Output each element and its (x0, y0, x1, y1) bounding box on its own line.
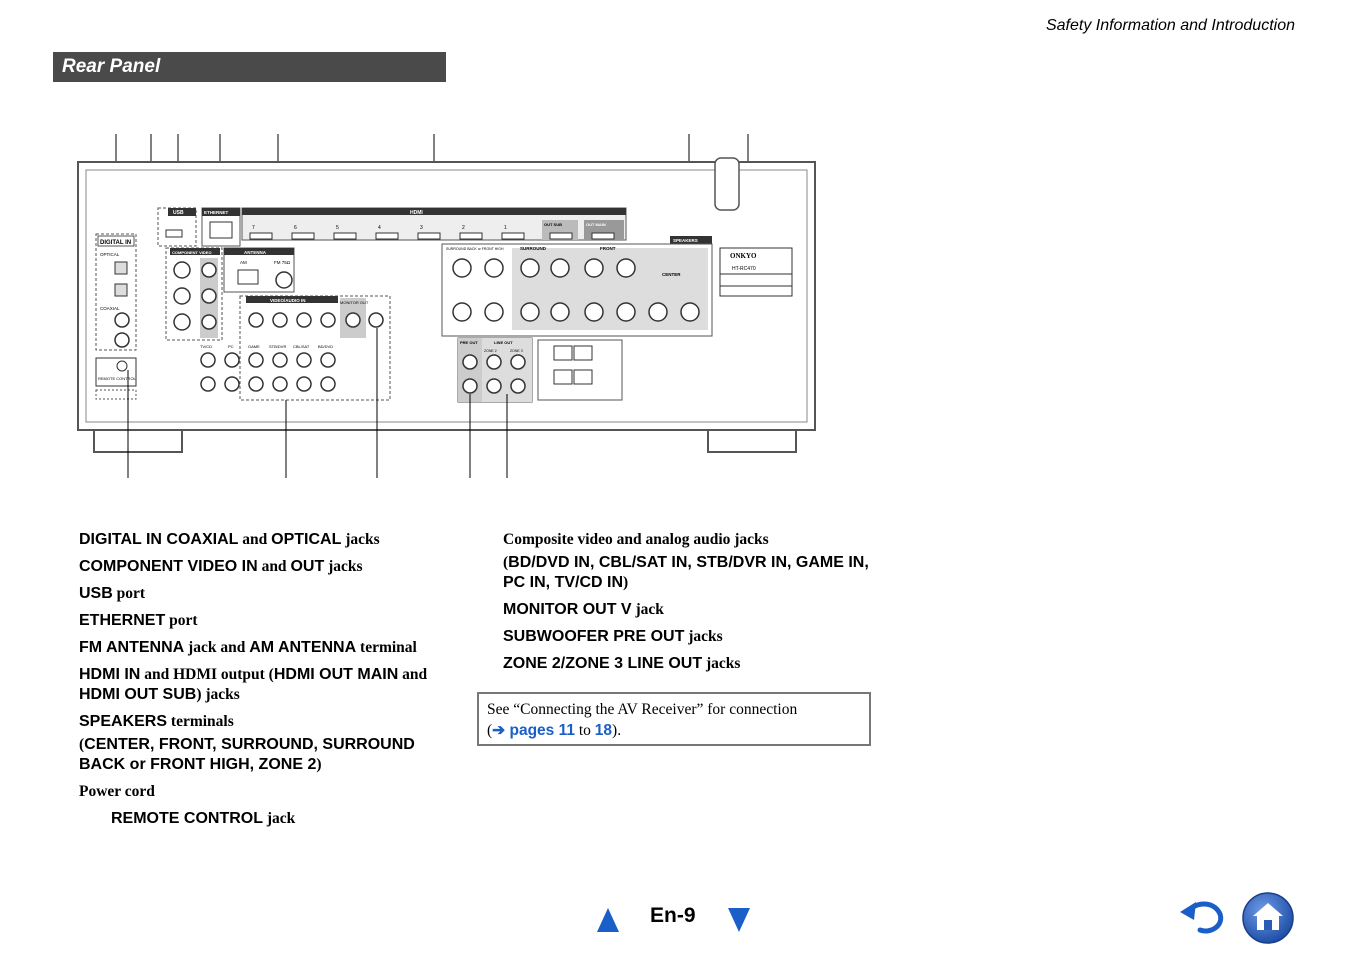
list-item: MONITOR OUT V jack (503, 601, 664, 618)
brand-plate (720, 248, 792, 296)
digital-in-label: DIGITAL IN (100, 240, 132, 246)
hdmi-label: HDMI (410, 210, 423, 216)
hdmi-port-6: 6 (294, 225, 297, 231)
speakers-block (442, 236, 712, 336)
list-item: SUBWOOFER PRE OUT jacks (503, 628, 723, 645)
zone2-label: ZONE 2 (484, 349, 497, 353)
center-label: CENTER (662, 272, 681, 277)
list-item: REMOTE CONTROL jack (111, 810, 296, 827)
zone3-label: ZONE 3 (510, 349, 523, 353)
hdmi-out-main-label: OUT MAIN (586, 222, 606, 227)
component-video-label: COMPONENT VIDEO (172, 250, 212, 255)
cblsat-label: CBL/SAT (293, 344, 310, 349)
list-item: (BD/DVD IN, CBL/SAT IN, STB/DVR IN, GAME IN, PC IN, TV/CD IN) (503, 554, 869, 591)
optical-label: OPTICAL (100, 252, 120, 257)
antenna-label: ANTENNA (244, 250, 266, 255)
note-links: (➔ pages 11 to 18). (487, 722, 622, 739)
note-text: See “Connecting the AV Receiver” for connection (487, 701, 798, 718)
hdmi-port-2: 2 (462, 225, 465, 231)
speakers-label: SPEAKERS (673, 238, 698, 243)
pc-label: PC (228, 344, 234, 349)
hdmi-port-3: 3 (420, 225, 423, 231)
hdmi-port-5: 5 (336, 225, 339, 231)
tvcd-label: TV/CD (200, 344, 212, 349)
ethernet-block (202, 208, 240, 246)
next-page-icon[interactable] (728, 908, 750, 932)
list-item: ETHERNET port (79, 612, 198, 629)
back-arrow-icon[interactable] (1180, 896, 1228, 936)
ethernet-label: ETHERNET (204, 210, 229, 215)
surround-back-label: SURROUND BACK or FRONT HIGH (446, 247, 504, 251)
coaxial-label: COAXIAL (100, 306, 120, 311)
rear-panel-diagram (70, 130, 830, 490)
game-label: GAME (248, 344, 260, 349)
page-number: En-9 (650, 904, 696, 927)
list-item: Composite video and analog audio jacks (503, 531, 769, 548)
list-item: FM ANTENNA jack and AM ANTENNA terminal (79, 639, 417, 656)
pre-out-label: PRE OUT (460, 340, 478, 345)
hdmi-block (242, 208, 626, 240)
list-item: DIGITAL IN COAXIAL and OPTICAL jacks (79, 531, 380, 548)
video-audio-in-label: VIDEO/AUDIO IN (270, 298, 306, 303)
home-icon[interactable] (1242, 892, 1294, 944)
hdmi-port-1: 1 (504, 225, 507, 231)
list-item: HDMI IN and HDMI output (HDMI OUT MAIN and HDMI OUT SUB) jacks (79, 666, 428, 703)
list-item: Power cord (79, 783, 155, 800)
usb-label: USB (173, 210, 184, 216)
hdmi-port-4: 4 (378, 225, 381, 231)
hdmi-port-7: 7 (252, 225, 255, 231)
pre-line-out-block (458, 338, 622, 402)
am-label: AM (240, 260, 247, 265)
surround-label: SURROUND (520, 246, 547, 251)
chapter-header: Safety Information and Introduction (1045, 17, 1295, 34)
usb-block (158, 208, 196, 246)
front-label: FRONT (600, 246, 616, 251)
line-out-label: LINE OUT (494, 340, 513, 345)
section-title: Rear Panel (53, 52, 446, 82)
previous-page-icon[interactable] (597, 908, 619, 932)
component-video-block (166, 248, 222, 340)
left-legend-list (79, 530, 459, 836)
digital-in-block (96, 234, 137, 399)
antenna-block (224, 248, 294, 292)
pages-link[interactable]: ➔ pages 11 (492, 722, 575, 739)
remote-control-label: REMOTE CONTROL (98, 376, 136, 381)
list-item: COMPONENT VIDEO IN and OUT jacks (79, 558, 363, 575)
brand-label: ONKYO (730, 252, 757, 260)
page-18-link[interactable]: 18 (594, 722, 613, 739)
connection-note (477, 692, 871, 746)
monitor-out-label: MONITOR OUT (340, 300, 369, 305)
bddvd-label: BD/DVD (318, 344, 334, 349)
list-item: USB port (79, 585, 146, 602)
list-item: ZONE 2/ZONE 3 LINE OUT jacks (503, 655, 741, 672)
hdmi-out-sub-label: OUT SUB (544, 222, 562, 227)
list-item: (CENTER, FRONT, SURROUND, SURROUND BACK or FRONT HIGH, ZONE 2) (79, 736, 415, 773)
list-item: SPEAKERS terminals (79, 713, 234, 730)
right-legend-list (503, 530, 873, 681)
fm-label: FM 75Ω (274, 260, 291, 265)
stbdvr-label: STB/DVR (269, 344, 287, 349)
model-label: HT-RC470 (732, 266, 756, 272)
